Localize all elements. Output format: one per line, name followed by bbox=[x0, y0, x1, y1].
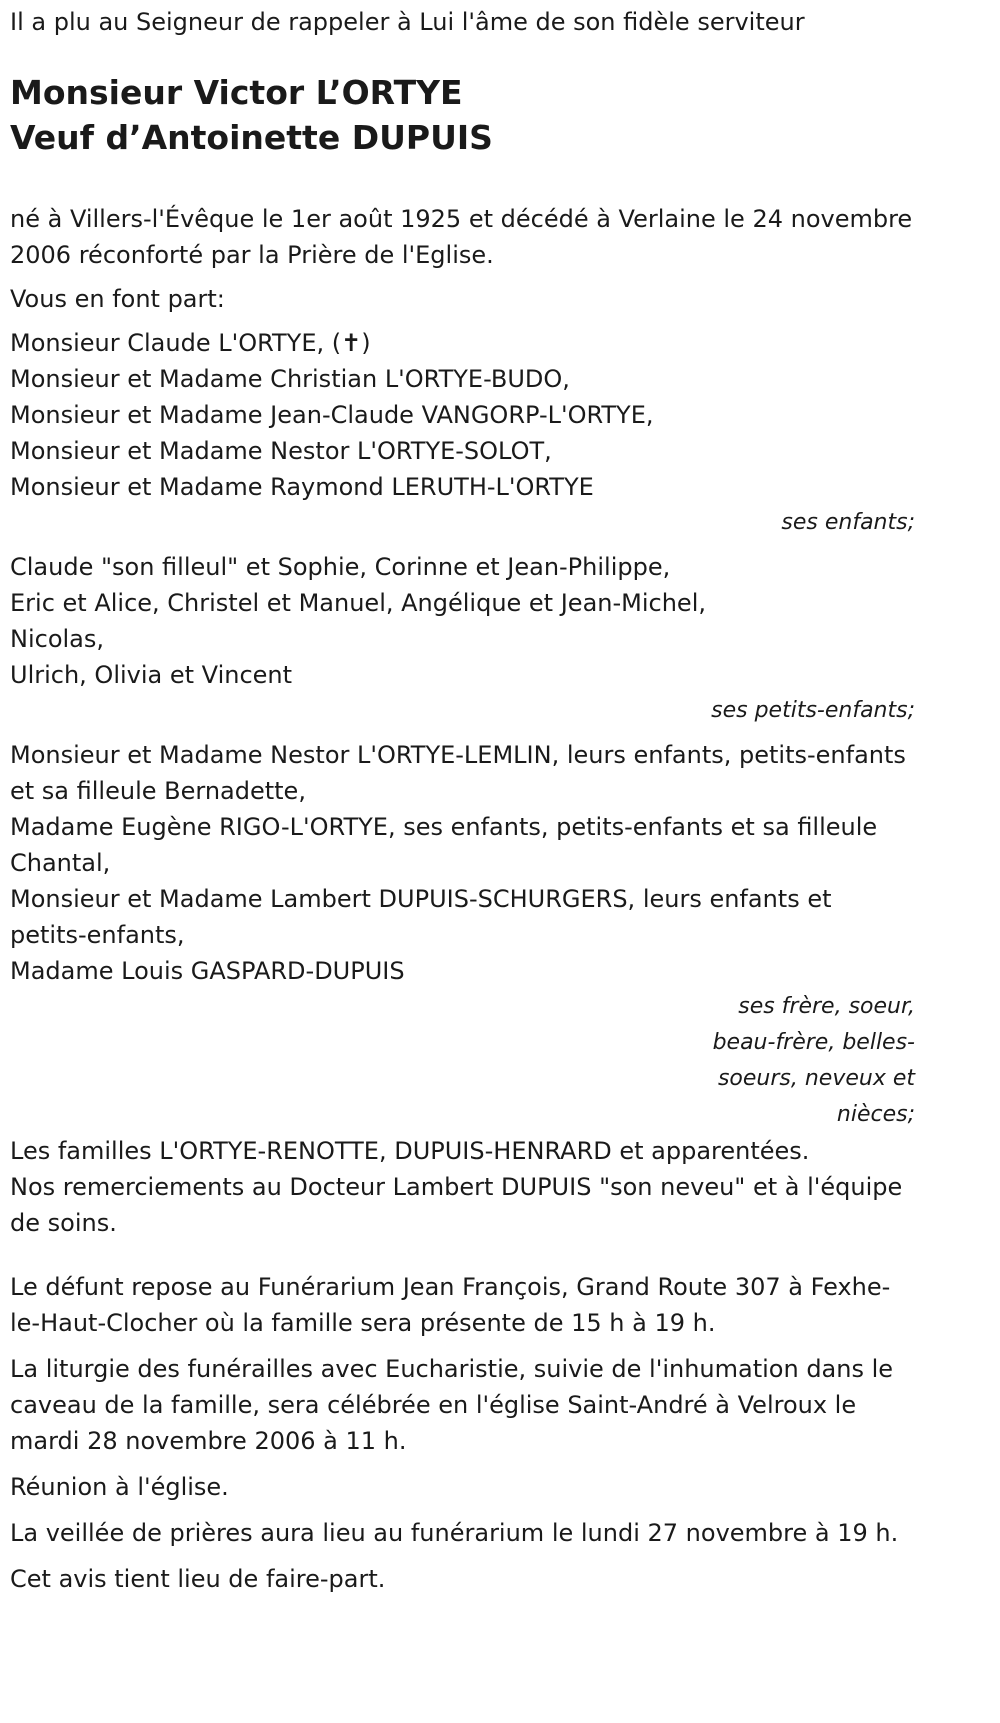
grandchildren-line: Nicolas, bbox=[10, 625, 105, 653]
grandchildren-list bbox=[10, 549, 915, 729]
notice-text: Cet avis tient lieu de faire-part. bbox=[10, 1565, 386, 1593]
families-text: Les familles L'ORTYE-RENOTTE, DUPUIS-HENRARD et apparentées. bbox=[10, 1137, 810, 1165]
siblings-line: Madame Eugène RIGO-L'ORTYE, ses enfants, petits-enfants et sa filleule Chantal, bbox=[10, 813, 878, 877]
rest-text: Le défunt repose au Funérarium Jean François, Grand Route 307 à Fexhe-le-Haut-Clocher où la famille sera présente de 15 h à 19 h. bbox=[10, 1273, 891, 1337]
intro-text: Il a plu au Seigneur de rappeler à Lui l'âme de son fidèle serviteur bbox=[10, 8, 805, 36]
grandchildren-line: Ulrich, Olivia et Vincent bbox=[10, 661, 293, 689]
thanks-text: Nos remerciements au Docteur Lambert DUPUIS "son neveu" et à l'équipe de soins. bbox=[10, 1173, 903, 1237]
liturgy-text: La liturgie des funérailles avec Eucharistie, suivie de l'inhumation dans le caveau de la famille, sera célébrée en l'église Saint-André à Velroux le mardi 28 novembre 2006 à 11 h. bbox=[10, 1355, 894, 1455]
siblings-list bbox=[10, 737, 915, 1133]
siblings-line: Madame Louis GASPARD-DUPUIS bbox=[10, 957, 405, 985]
vigil-text: La veillée de prières aura lieu au funérarium le lundi 27 novembre à 19 h. bbox=[10, 1519, 899, 1547]
grandchildren-role: ses petits-enfants; bbox=[711, 698, 915, 723]
meeting-text: Réunion à l'église. bbox=[10, 1473, 229, 1501]
spacer bbox=[10, 1241, 915, 1269]
siblings-line: Monsieur et Madame Nestor L'ORTYE-LEMLIN, leurs enfants, petits-enfants et sa filleule Bernadette, bbox=[10, 741, 906, 805]
deceased-name-heading bbox=[10, 70, 915, 160]
grandchildren-line: Eric et Alice, Christel et Manuel, Angélique et Jean-Michel, bbox=[10, 589, 706, 617]
children-list bbox=[10, 325, 915, 541]
children-role: ses enfants; bbox=[781, 510, 915, 535]
deceased-name: Monsieur Victor L’ORTYE bbox=[10, 73, 463, 112]
children-line: Monsieur Claude L'ORTYE, (✝) bbox=[10, 329, 371, 357]
children-line: Monsieur et Madame Jean-Claude VANGORP-L'ORTYE, bbox=[10, 401, 654, 429]
spouse-line: Veuf d’Antoinette DUPUIS bbox=[10, 118, 493, 157]
children-line: Monsieur et Madame Nestor L'ORTYE-SOLOT, bbox=[10, 437, 552, 465]
announce-text: Vous en font part: bbox=[10, 285, 225, 313]
children-line: Monsieur et Madame Christian L'ORTYE-BUDO, bbox=[10, 365, 570, 393]
birth-death-text: né à Villers-l'Évêque le 1er août 1925 et décédé à Verlaine le 24 novembre 2006 réconforté par la Prière de l'Eglise. bbox=[10, 205, 913, 269]
grandchildren-line: Claude "son filleul" et Sophie, Corinne et Jean-Philippe, bbox=[10, 553, 671, 581]
siblings-line: Monsieur et Madame Lambert DUPUIS-SCHURGERS, leurs enfants et petits-enfants, bbox=[10, 885, 832, 949]
siblings-role: ses frère, soeur, beau-frère, belles-soeurs, neveux et nièces; bbox=[712, 994, 915, 1127]
children-line: Monsieur et Madame Raymond LERUTH-L'ORTYE bbox=[10, 473, 594, 501]
